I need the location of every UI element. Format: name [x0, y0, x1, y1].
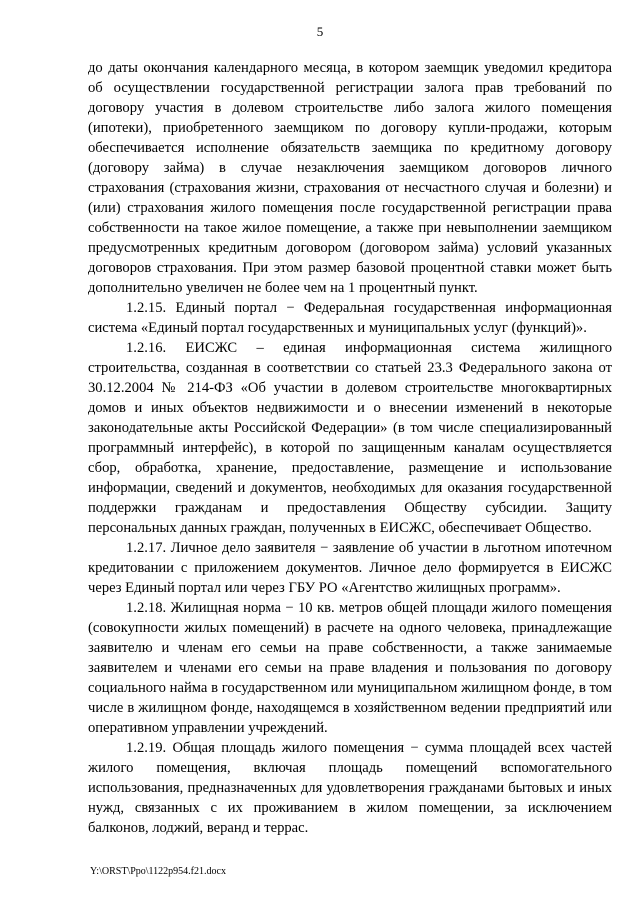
footer-file-path: Y:\ORST\Ppo\1122p954.f21.docx	[90, 866, 226, 877]
paragraph-1-2-18: 1.2.18. Жилищная норма − 10 кв. метров общей площади жилого помещения (совокупности жилых помещений) в расчете на одного человека, принадлежащие заявителю и членам его семьи на праве собственности, а также занимаемые заявителем и членами его семьи на праве владения и пользования по договору социального найма в государственном или муниципальном жилищном фонде, в том числе в жилищном фонде, находящемся в хозяйственном ведении предприятий или оперативном управлении учреждений.	[88, 600, 612, 736]
paragraph-1-2-16: 1.2.16. ЕИСЖС – единая информационная система жилищного строительства, созданная в соответствии со статьей 23.3 Федерального закона от 30.12.2004 № 214-ФЗ «Об участии в долевом строительстве многоквартирных домов и иных объектов недвижимости и о внесении изменений в некоторые законодательные акты Российской Федерации» (в том числе специализированный программный интерфейс), в которой по защищенным каналам осуществляется сбор, обработка, хранение, предоставление, размещение и использование информации, сведений и документов, необходимых для оказания государственной поддержки гражданам и предоставления Обществу субсидии. Защиту персональных данных граждан, полученных в ЕИСЖС, обеспечивает Общество.	[88, 340, 612, 536]
document-body	[88, 58, 612, 838]
paragraph-1-2-19: 1.2.19. Общая площадь жилого помещения − сумма площадей всех частей жилого помещения, включая площадь помещений вспомогательного использования, предназначенных для удовлетворения гражданами бытовых и иных нужд, связанных с их проживанием в жилом помещении, за исключением балконов, лоджий, веранд и террас.	[88, 740, 612, 836]
paragraph-1-2-15: 1.2.15. Единый портал − Федеральная государственная информационная система «Единый портал государственных и муниципальных услуг (функций)».	[88, 300, 612, 336]
paragraph-continuation: до даты окончания календарного месяца, в котором заемщик уведомил кредитора об осуществлении государственной регистрации залога прав требований по договору участия в долевом строительстве либо залога жилого помещения (ипотеки), приобретенного заемщиком по договору купли-продажи, которым обеспечивается исполнение обязательств заемщика по кредитному договору (договору займа) в случае незаключения заемщиком договоров личного страхования (страхования жизни, страхования от несчастного случая и болезни) и (или) страхования жилого помещения после государственной регистрации права собственности на такое жилое помещение, а также при невыполнении заемщиком предусмотренных кредитным договором (договором займа) условий указанных договоров страхования. При этом размер базовой процентной ставки может быть дополнительно увеличен не более чем на 1 процентный пункт.	[88, 60, 612, 296]
paragraph-1-2-17: 1.2.17. Личное дело заявителя − заявление об участии в льготном ипотечном кредитовании с приложением документов. Личное дело формируется в ЕИСЖС через Единый портал или через ГБУ РО «Агентство жилищных программ».	[88, 540, 612, 596]
page-number: 5	[316, 24, 324, 39]
